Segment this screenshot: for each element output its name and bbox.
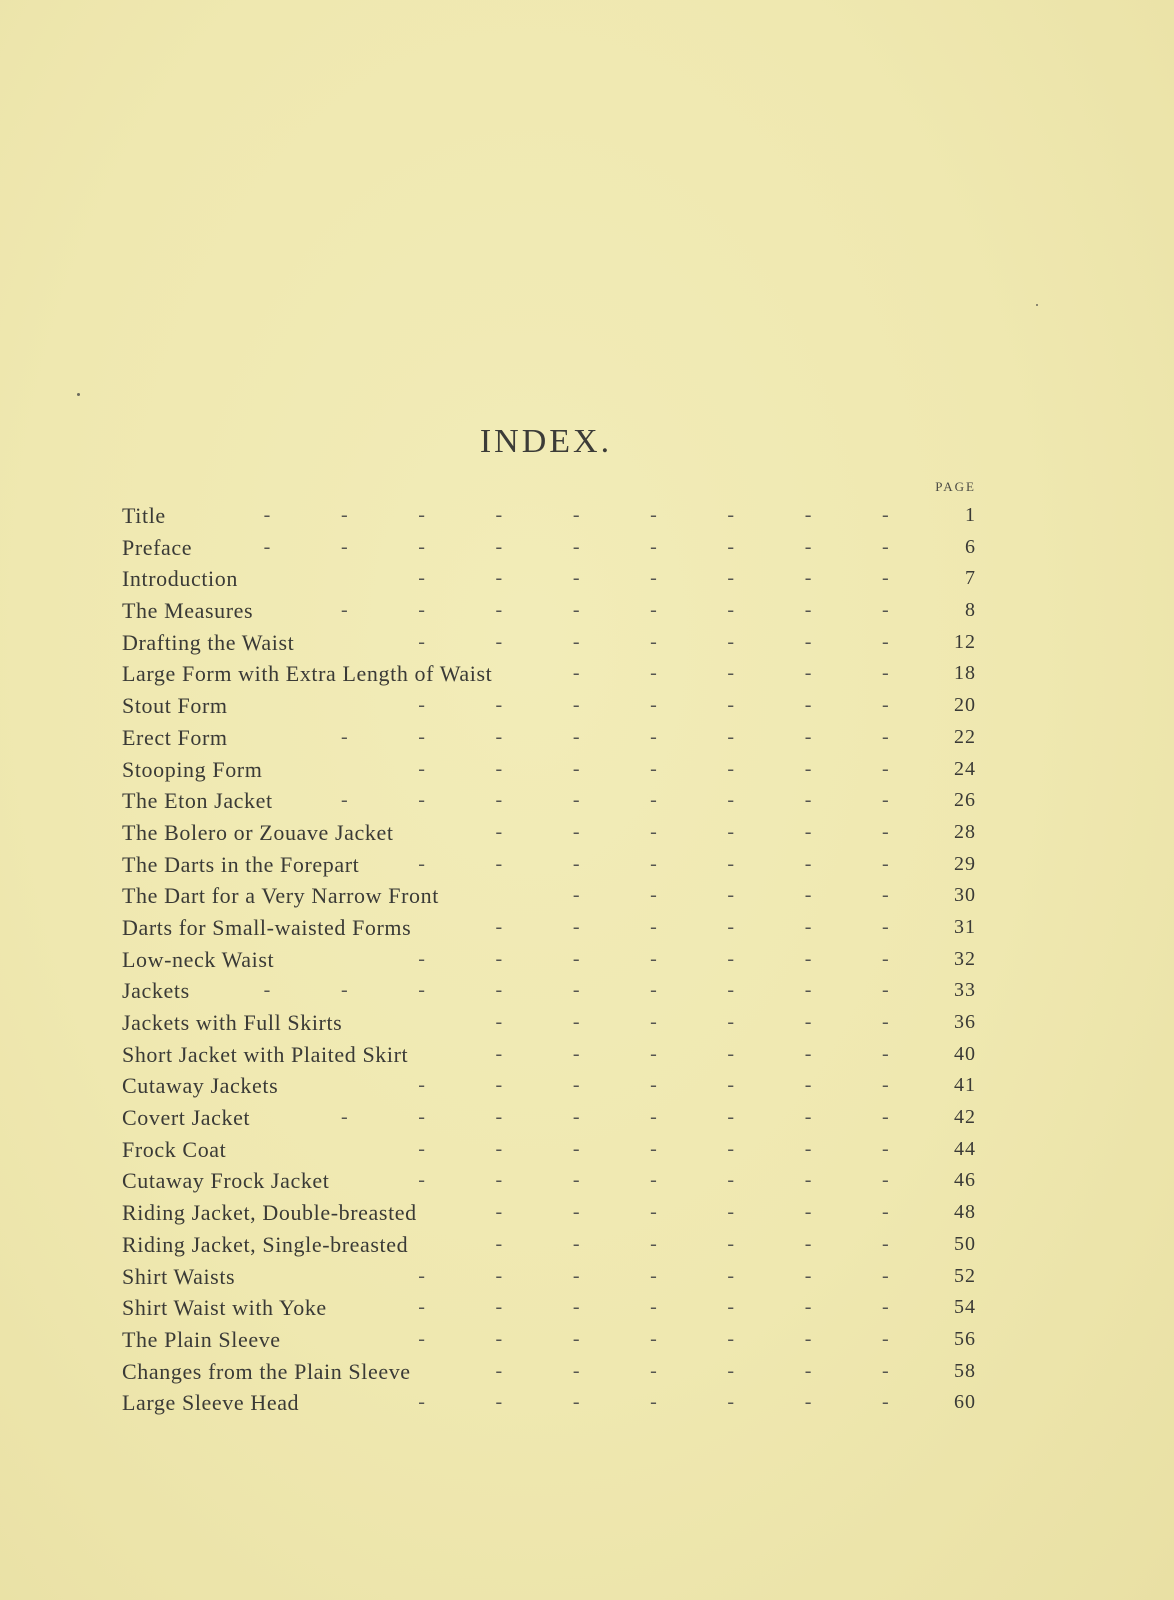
index-entry [0,912,1174,944]
dash-leader: - - - - - - [495,1232,889,1255]
dash-leader: - - - - - - - [418,694,889,717]
index-entry [0,1070,1174,1102]
entry-title: Frock Coat [122,1136,227,1162]
entry-page-number: 32 [954,947,976,970]
entry-title: The Plain Sleeve [122,1326,281,1352]
entry-page-number: 28 [954,820,976,843]
entry-page-number: 40 [954,1042,976,1065]
index-entry [0,849,1174,881]
entry-title: Covert Jacket [122,1105,251,1131]
dash-leader: - - - - - [572,884,889,907]
entry-page-number: 33 [954,979,976,1002]
dash-leader: - - - - - - - - [340,725,889,748]
entry-page-number: 50 [954,1232,976,1255]
entry-page-number: 52 [954,1264,976,1287]
dash-leader: - - - - - - - [418,757,889,780]
entry-title: Stooping Form [122,756,263,782]
entry-title: Preface [122,534,193,560]
dash-leader: - - - - - - - [418,1169,889,1192]
entry-page-number: 48 [954,1201,976,1224]
entry-title: The Darts in the Forepart [122,851,360,877]
entry-title: Low-neck Waist [122,946,275,972]
index-entry [0,627,1174,659]
entry-page-number: 56 [954,1327,976,1350]
entry-page-number: 29 [954,852,976,875]
index-entry [0,722,1174,754]
entry-page-number: 41 [954,1074,976,1097]
dash-leader: - - - - - - - - - [263,979,889,1002]
entry-page-number: 30 [954,884,976,907]
entry-title: Stout Form [122,693,228,719]
dash-leader: - - - - - - [495,1042,889,1065]
index-entry [0,1292,1174,1324]
dash-leader: - - - - - - - [418,1264,889,1287]
index-entry [0,975,1174,1007]
dash-leader: - - - - - - [495,820,889,843]
entry-page-number: 60 [954,1391,976,1414]
entry-title: Large Sleeve Head [122,1390,300,1416]
entry-page-number: 6 [965,535,976,558]
index-title: INDEX. [479,423,613,460]
dash-leader: - - - - - - [495,1201,889,1224]
entry-title: Title [122,503,166,528]
entry-title: Shirt Waists [122,1263,236,1289]
dash-leader: - - - - - - [495,1359,889,1382]
index-entry [0,944,1174,976]
index-entry [0,817,1174,849]
index-entry [0,563,1174,595]
dash-leader: - - - - - - - [418,1296,889,1319]
entry-page-number: 12 [954,630,976,653]
index-entries [0,500,1174,1419]
index-entry [0,1039,1174,1071]
entry-page-number: 18 [954,662,976,685]
entry-title: Shirt Waist with Yoke [122,1295,327,1321]
index-entry [0,880,1174,912]
entry-title: Changes from the Plain Sleeve [122,1358,411,1384]
dash-leader: - - - - - - - - - [263,535,889,558]
entry-page-number: 24 [954,757,976,780]
index-entry [0,1229,1174,1261]
entry-page-number: 42 [954,1106,976,1129]
dash-leader: - - - - - - - - [340,789,889,812]
ink-speck [1036,304,1038,306]
entry-page-number: 22 [954,725,976,748]
entry-title: Introduction [122,566,238,592]
entry-title: The Measures [122,598,254,624]
page-column-header: PAGE [935,479,976,494]
index-entry [0,1134,1174,1166]
entry-title: Erect Form [122,724,228,750]
index-entry [0,1197,1174,1229]
index-entry [0,595,1174,627]
entry-title: Darts for Small-waisted Forms [122,914,412,940]
entry-title: The Bolero or Zouave Jacket [122,819,394,845]
index-entry [0,785,1174,817]
dash-leader: - - - - - - - [418,1391,889,1414]
index-entry [0,532,1174,564]
entry-page-number: 36 [954,1011,976,1033]
index-entry [0,1102,1174,1134]
dash-leader: - - - - - - - [418,947,889,970]
index-entry [0,1165,1174,1197]
dash-leader: - - - - - - - [418,1074,889,1097]
index-entry [0,1007,1174,1039]
index-entry [0,1387,1174,1419]
entry-title: Jackets with Full Skirts [122,1010,343,1035]
dash-leader: - - - - - - - [418,567,889,590]
dash-leader: - - - - - [572,662,889,685]
dash-leader: - - - - - - - - [340,1106,889,1129]
entry-title: Cutaway Jackets [122,1073,279,1099]
index-entry [0,1324,1174,1356]
index-entry [0,690,1174,722]
entry-page-number: 1 [965,504,976,526]
dash-leader: - - - - - - - [418,1137,889,1160]
index-entry [0,1356,1174,1388]
entry-page-number: 46 [954,1169,976,1192]
entry-page-number: 58 [954,1359,976,1382]
index-entry [0,1261,1174,1293]
entry-page-number: 44 [954,1137,976,1160]
entry-title: The Dart for a Very Narrow Front [122,883,439,909]
entry-title: Drafting the Waist [122,629,295,655]
entry-page-number: 26 [954,789,976,812]
dash-leader: - - - - - - - - [340,599,889,622]
dash-leader: - - - - - - [495,915,889,938]
dash-leader: - - - - - - - [418,852,889,875]
entry-title: Riding Jacket, Single-breasted [122,1231,409,1257]
entry-title: Large Form with Extra Length of Waist [122,661,493,687]
ink-speck [77,393,80,396]
dash-leader: - - - - - - [495,1011,889,1033]
dash-leader: - - - - - - - - - [263,504,889,526]
dash-leader: - - - - - - - [418,1327,889,1350]
index-entry [0,658,1174,690]
entry-page-number: 31 [954,915,976,938]
entry-page-number: 7 [965,567,976,590]
entry-title: The Eton Jacket [122,788,273,814]
entry-page-number: 8 [965,599,976,622]
entry-title: Cutaway Frock Jacket [122,1168,330,1194]
dash-leader: - - - - - - - [418,630,889,653]
index-entry [0,500,1174,532]
entry-title: Short Jacket with Plaited Skirt [122,1041,409,1067]
entry-title: Riding Jacket, Double-breasted [122,1200,417,1226]
entry-title: Jackets [122,978,190,1004]
index-entry [0,754,1174,786]
entry-page-number: 54 [954,1296,976,1319]
entry-page-number: 20 [954,694,976,717]
